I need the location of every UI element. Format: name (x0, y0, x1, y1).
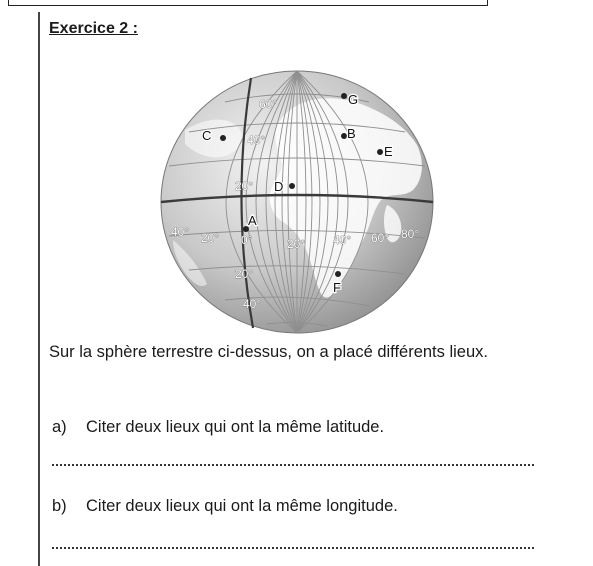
point-e-dot (377, 149, 383, 155)
intro-paragraph: Sur la sphère terrestre ci-dessus, on a placé différents lieux. (49, 343, 488, 361)
question-a (52, 418, 384, 437)
left-margin-line (38, 12, 40, 566)
point-d-dot (289, 183, 295, 189)
point-g-dot (341, 93, 347, 99)
lon-label-40w: 40° (171, 225, 190, 239)
lon-label-40e: 40° (333, 233, 352, 247)
lon-label-0: 0° (241, 233, 253, 247)
question-a-letter: a) (52, 418, 67, 436)
globe-svg (155, 70, 440, 335)
point-e-label: E (384, 144, 393, 159)
point-f-dot (335, 271, 341, 277)
lon-label-60e: 60° (371, 231, 390, 245)
point-g-label: G (348, 92, 359, 107)
question-b (52, 497, 398, 516)
lon-label-80e: 80° (401, 227, 420, 241)
point-f-label: F (333, 280, 341, 295)
question-b-letter: b) (52, 497, 67, 515)
lat-label-40s: 40° (243, 297, 262, 311)
lat-label-40n: 40° (247, 133, 266, 147)
point-b-label: B (347, 126, 356, 141)
answer-line-b[interactable] (52, 545, 534, 549)
question-a-text: Citer deux lieux qui ont la même latitude. (86, 418, 385, 436)
exercise-title: Exercice 2 : (49, 20, 138, 37)
lon-label-20w: 20° (201, 231, 220, 245)
lat-label-20s: 20° (235, 267, 254, 281)
lat-label-20n: 20° (235, 179, 254, 193)
lon-label-20e: 20° (287, 237, 306, 251)
point-d-label: D (274, 179, 284, 194)
point-a-label: A (248, 213, 257, 228)
top-frame (8, 0, 488, 6)
globe-figure (155, 70, 440, 335)
answer-line-a[interactable] (52, 462, 534, 466)
point-c-dot (220, 135, 226, 141)
point-c-label: C (202, 128, 212, 143)
lat-label-60n: 60° (259, 97, 278, 111)
question-b-text: Citer deux lieux qui ont la même longitude. (86, 497, 398, 515)
